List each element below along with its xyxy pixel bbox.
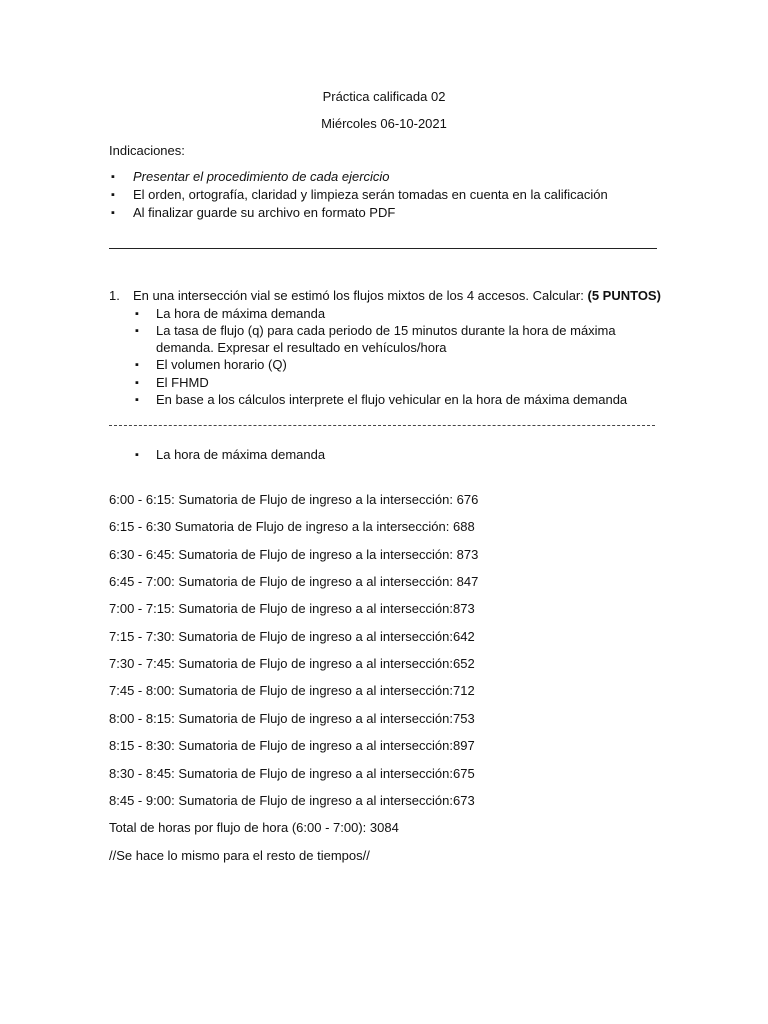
bullet-icon: ▪ [135, 359, 139, 371]
flow-interval: 8:45 - 9:00: [109, 793, 175, 808]
section-divider [109, 248, 657, 249]
flow-interval: 7:45 - 8:00: [109, 683, 175, 698]
flow-row [109, 628, 475, 645]
flow-text: Sumatoria de Flujo de ingreso a al intersección:753 [178, 711, 475, 726]
flow-row [109, 765, 475, 782]
flow-interval: 7:00 - 7:15: [109, 601, 175, 616]
question-points: (5 PUNTOS) [587, 288, 661, 303]
flow-interval: 7:15 - 7:30: [109, 629, 175, 644]
indicacion-item-2: El orden, ortografía, claridad y limpieza serán tomadas en cuenta en la calificación [133, 187, 608, 202]
flow-interval: 7:30 - 7:45: [109, 656, 175, 671]
bullet-icon: ▪ [111, 189, 115, 201]
flow-text: Sumatoria de Flujo de ingreso a la intersección: 676 [178, 492, 479, 507]
flow-row [109, 546, 478, 563]
bullet-icon: ▪ [135, 394, 139, 406]
flow-interval: 6:30 - 6:45: [109, 547, 175, 562]
bullet-icon: ▪ [135, 449, 139, 461]
flow-text: Sumatoria de Flujo de ingreso a al intersección:642 [178, 629, 475, 644]
flow-text: Sumatoria de Flujo de ingreso a al intersección:873 [178, 601, 475, 616]
flow-interval: 8:15 - 8:30: [109, 738, 175, 753]
flow-row [109, 655, 475, 672]
bullet-icon: ▪ [135, 325, 139, 337]
indicacion-item-1: Presentar el procedimiento de cada ejercicio [133, 169, 390, 184]
flow-row [109, 573, 478, 590]
closing-note: //Se hace lo mismo para el resto de tiempos// [109, 848, 370, 863]
document-title: Práctica calificada 02 [322, 89, 446, 104]
flow-text: Sumatoria de Flujo de ingreso a al intersección:897 [178, 738, 475, 753]
question-subitem-2-cont: demanda. Expresar el resultado en vehículos/hora [156, 340, 447, 355]
flow-row [109, 491, 478, 508]
indicaciones-heading: Indicaciones: [109, 143, 185, 158]
flow-row [109, 710, 475, 727]
question-subitem-4: El FHMD [156, 375, 209, 390]
question-subitem-5: En base a los cálculos interprete el flujo vehicular en la hora de máxima demanda [156, 392, 628, 407]
flow-row [109, 600, 475, 617]
flow-text: Sumatoria de Flujo de ingreso a al intersección:675 [178, 766, 475, 781]
flow-text: Sumatoria de Flujo de ingreso a la intersección: 688 [174, 519, 475, 534]
flow-total: Total de horas por flujo de hora (6:00 - 7:00): 3084 [109, 820, 399, 835]
flow-text: Sumatoria de Flujo de ingreso a la intersección: 873 [178, 547, 479, 562]
question-number: 1. [109, 288, 120, 303]
question-subitem-2: La tasa de flujo (q) para cada periodo de 15 minutos durante la hora de máxima [156, 323, 616, 338]
flow-interval: 8:30 - 8:45: [109, 766, 175, 781]
flow-text: Sumatoria de Flujo de ingreso a al intersección:652 [178, 656, 475, 671]
question-subitem-1: La hora de máxima demanda [156, 306, 326, 321]
bullet-icon: ▪ [111, 171, 115, 183]
question-statement: En una intersección vial se estimó los flujos mixtos de los 4 accesos. Calcular: [133, 288, 584, 303]
flow-interval: 6:15 - 6:30 [109, 519, 172, 534]
question-subitem-3: El volumen horario (Q) [156, 357, 287, 372]
flow-row [109, 792, 475, 809]
flow-interval: 8:00 - 8:15: [109, 711, 175, 726]
question-text [133, 287, 661, 304]
flow-text: Sumatoria de Flujo de ingreso a al intersección: 847 [178, 574, 479, 589]
bullet-icon: ▪ [135, 377, 139, 389]
bullet-icon: ▪ [111, 207, 115, 219]
flow-row [109, 518, 475, 535]
flow-interval: 6:45 - 7:00: [109, 574, 175, 589]
bullet-icon: ▪ [135, 308, 139, 320]
dashed-divider [109, 425, 655, 426]
answer-subheading: La hora de máxima demanda [156, 447, 326, 462]
flow-interval: 6:00 - 6:15: [109, 492, 175, 507]
flow-row [109, 682, 475, 699]
document-date: Miércoles 06-10-2021 [321, 116, 447, 131]
indicacion-item-3: Al finalizar guarde su archivo en formato PDF [133, 205, 396, 220]
flow-text: Sumatoria de Flujo de ingreso a al intersección:673 [178, 793, 475, 808]
flow-text: Sumatoria de Flujo de ingreso a al intersección:712 [178, 683, 475, 698]
flow-row [109, 737, 475, 754]
